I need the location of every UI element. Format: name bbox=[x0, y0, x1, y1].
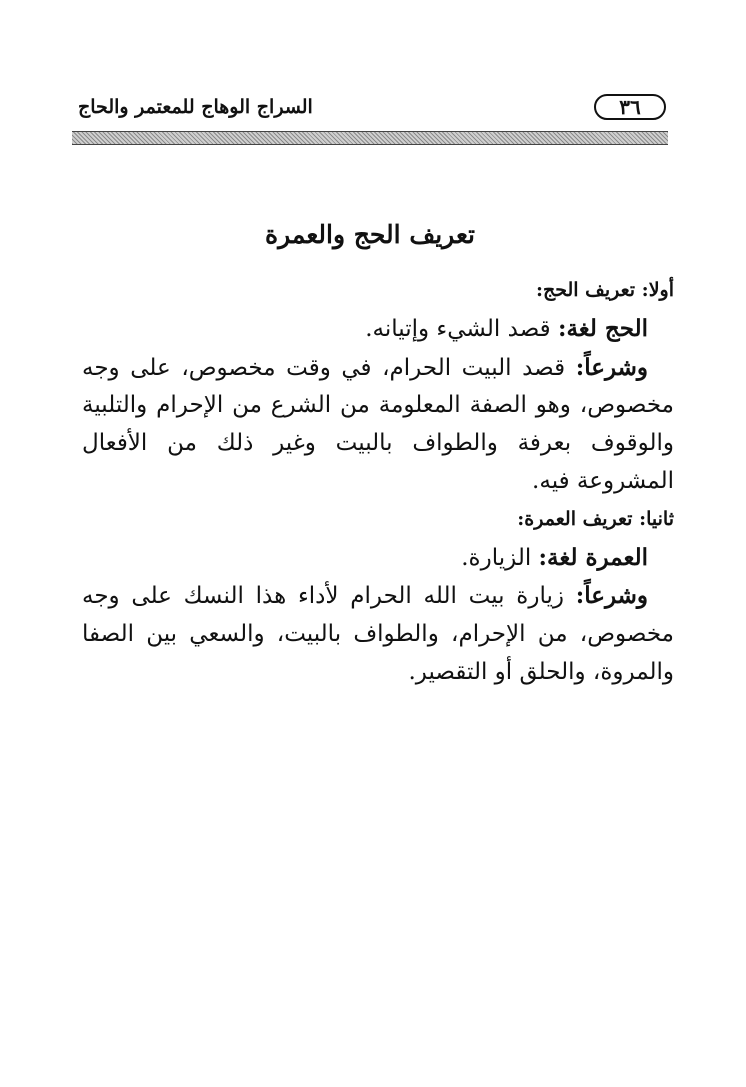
header-divider bbox=[72, 131, 668, 145]
hajj-shar-term: وشرعاً: bbox=[575, 353, 649, 381]
page-header bbox=[72, 94, 668, 124]
umrah-lang-term: العمرة لغة: bbox=[538, 543, 648, 571]
page-body bbox=[82, 272, 674, 692]
umrah-lang-definition bbox=[82, 539, 674, 578]
page-title: تعريف الحج والعمرة bbox=[265, 220, 475, 249]
section-heading-umrah: ثانيا: تعريف العمرة: bbox=[517, 507, 674, 530]
umrah-shar-term: وشرعاً: bbox=[575, 582, 649, 610]
hajj-lang-definition bbox=[82, 310, 674, 349]
hajj-shar-definition bbox=[82, 349, 674, 501]
hajj-shar-text: قصد البيت الحرام، في وقت مخصوص، على وجه مخصوص، وهو الصفة المعلومة من الشرع من الإحرام والتلبية والوقوف بعرفة والطواف بالبيت وغير ذلك من الأفعال المشروعة فيه. bbox=[82, 354, 674, 494]
running-title: السراج الوهاج للمعتمر والحاج bbox=[78, 96, 313, 118]
hajj-lang-term: الحج لغة: bbox=[557, 314, 648, 342]
umrah-shar-definition bbox=[82, 577, 674, 691]
hajj-lang-text: قصد الشيء وإتيانه. bbox=[365, 315, 551, 342]
umrah-shar-text: زيارة بيت الله الحرام لأداء هذا النسك على وجه مخصوص، من الإحرام، والطواف بالبيت، والسعي بين الصفا والمروة، والحلق أو التقصير. bbox=[82, 583, 674, 685]
section-heading-hajj: أولا: تعريف الحج: bbox=[535, 279, 674, 301]
page-number: ٣٦ bbox=[594, 94, 666, 120]
umrah-lang-text: الزيارة. bbox=[461, 544, 532, 571]
